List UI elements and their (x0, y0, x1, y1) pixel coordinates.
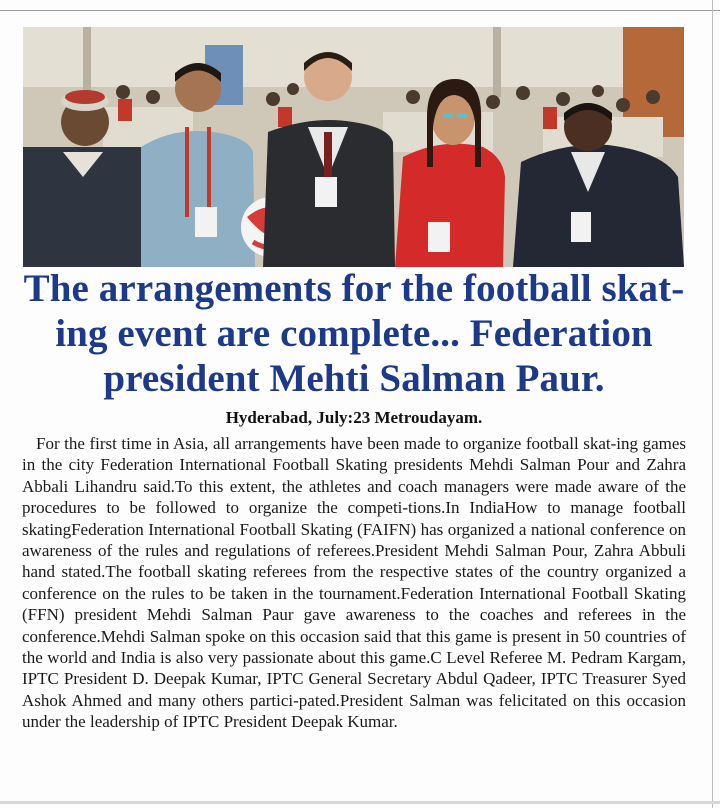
bottom-divider (0, 801, 720, 804)
article-headline: The arrangements for the football skat-ing event are complete... Federation president Mehti Salman Paur. (23, 267, 685, 400)
article-photo (23, 27, 684, 267)
photo-illustration (23, 27, 684, 267)
article-body: For the first time in Asia, all arrangements have been made to organize football skat-ing games in the city Federation International Football Skating presidents Mehdi Salman Pour and Zahra Abbali Lihandru said.To this extent, the athletes and coach managers were made aware of the procedures to be followed to organize the competi-tions.In IndiaHow to manage football skatingFederation International Football Skating (FAIFN) has organized a national conference on awareness of the rules and regulations of referees.President Mehdi Salman Pour, Zahra Abbuli hand stated.The football skating referees from the respective states of the country organized a conference on the rules to be taken in the tournament.Federation International Football Skating (FFN) president Mehdi Salman Paur gave awareness to the coaches and referees in the conference.Mehdi Salman spoke on this occasion said that this game is present in 50 countries of the world and India is also very passionate about this game.C Level Referee M. Pedram Kargam, IPTC President D. Deepak Kumar, IPTC General Secretary Abdul Qadeer, IPTC Treasurer Syed Ashok Ahmed and many others partici-pated.President Salman was felicitated on this occasion under the leadership of IPTC President Deepak Kumar. (22, 434, 686, 732)
article-dateline: Hyderabad, July:23 Metroudayam. (225, 408, 483, 427)
top-divider (0, 10, 720, 11)
right-column-rule (712, 0, 713, 808)
